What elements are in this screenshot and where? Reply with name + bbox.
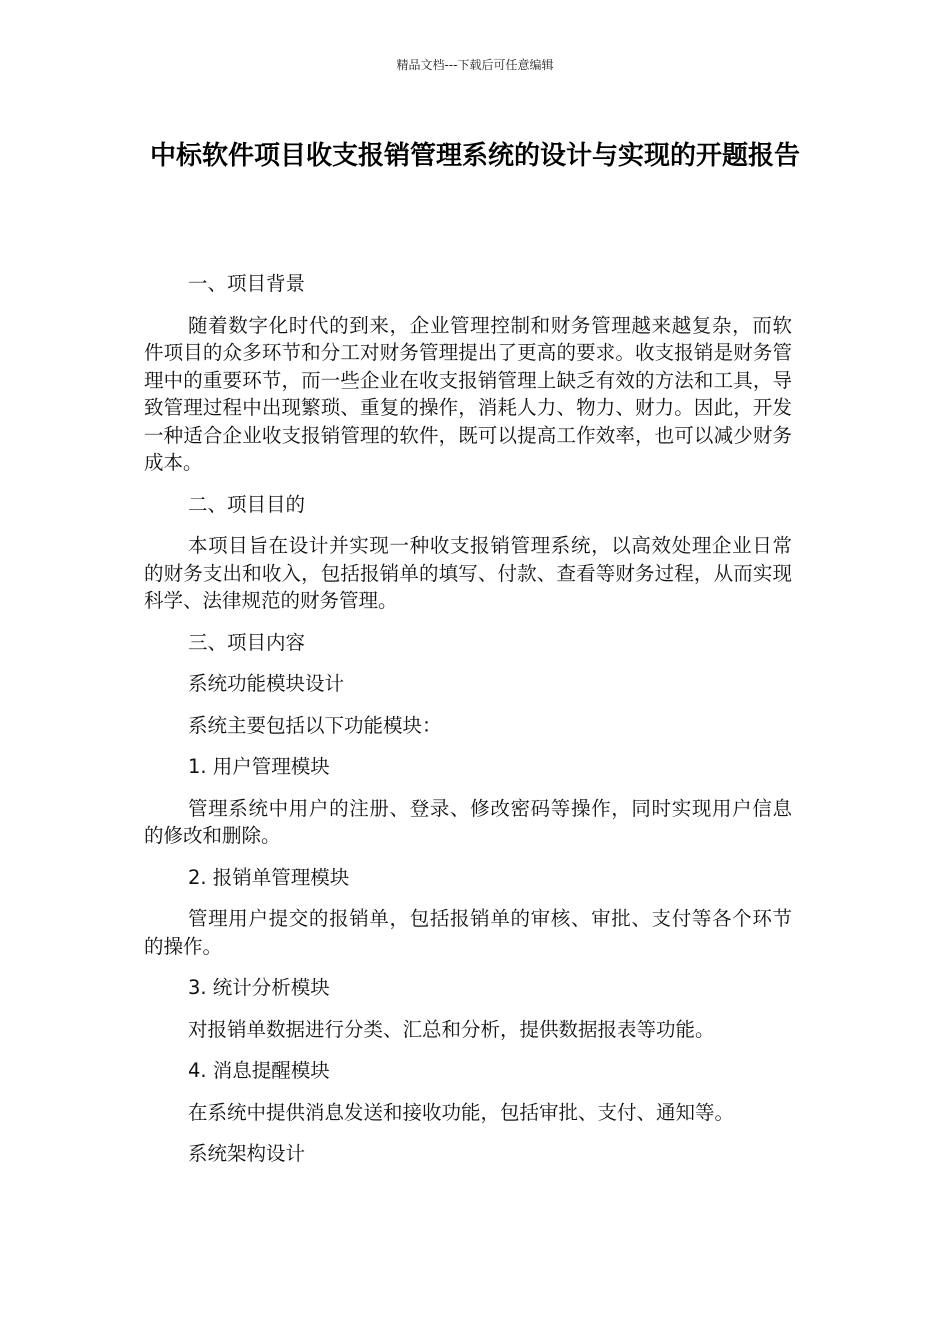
paragraph-module-user: 管理系统中用户的注册、登录、修改密码等操作，同时实现用户信息的修改和删除。	[144, 796, 792, 847]
document-title: 中标软件项目收支报销管理系统的设计与实现的开题报告	[149, 141, 800, 171]
module-heading-reimbursement: 2. 报销单管理模块	[188, 865, 350, 889]
section-heading-content: 三、项目内容	[188, 630, 306, 654]
section-heading-background: 一、项目背景	[188, 272, 306, 295]
paragraph-module-reimbursement: 管理用户提交的报销单，包括报销单的审核、审批、支付等各个环节的操作。	[144, 907, 792, 958]
module-heading-user: 1. 用户管理模块	[188, 755, 330, 778]
paragraph-purpose: 本项目旨在设计并实现一种收支报销管理系统，以高效处理企业日常的财务支出和收入，包括报销单的填写、付款、查看等财务过程，从而实现科学、法律规范的财务管理。	[144, 534, 792, 612]
document-body	[144, 270, 792, 1182]
section-heading-purpose: 二、项目目的	[188, 492, 306, 516]
subheading-architecture-design: 系统架构设计	[188, 1142, 306, 1165]
paragraph-module-statistics: 对报销单数据进行分类、汇总和分析，提供数据报表等功能。	[188, 1017, 715, 1041]
module-heading-statistics: 3. 统计分析模块	[188, 976, 330, 999]
paragraph-background: 随着数字化时代的到来，企业管理控制和财务管理越来越复杂，而软件项目的众多环节和分工对财务管理提出了更高的要求。收支报销是财务管理中的重要环节，而一些企业在收支报销管理上缺乏有效的方法和工具，导致管理过程中出现繁琐、重复的操作，消耗人力、物力、财力。因此，开发一种适合企业收支报销管理的软件，既可以提高工作效率，也可以减少财务成本。	[144, 313, 792, 474]
header-note: 精品文档---下载后可任意编辑	[396, 58, 554, 72]
paragraph-module-message: 在系统中提供消息发送和接收功能，包括审批、支付、通知等。	[188, 1100, 735, 1124]
module-heading-message: 4. 消息提醒模块	[188, 1059, 330, 1082]
paragraph-module-intro: 系统主要包括以下功能模块：	[188, 713, 442, 737]
subheading-module-design: 系统功能模块设计	[188, 672, 345, 695]
